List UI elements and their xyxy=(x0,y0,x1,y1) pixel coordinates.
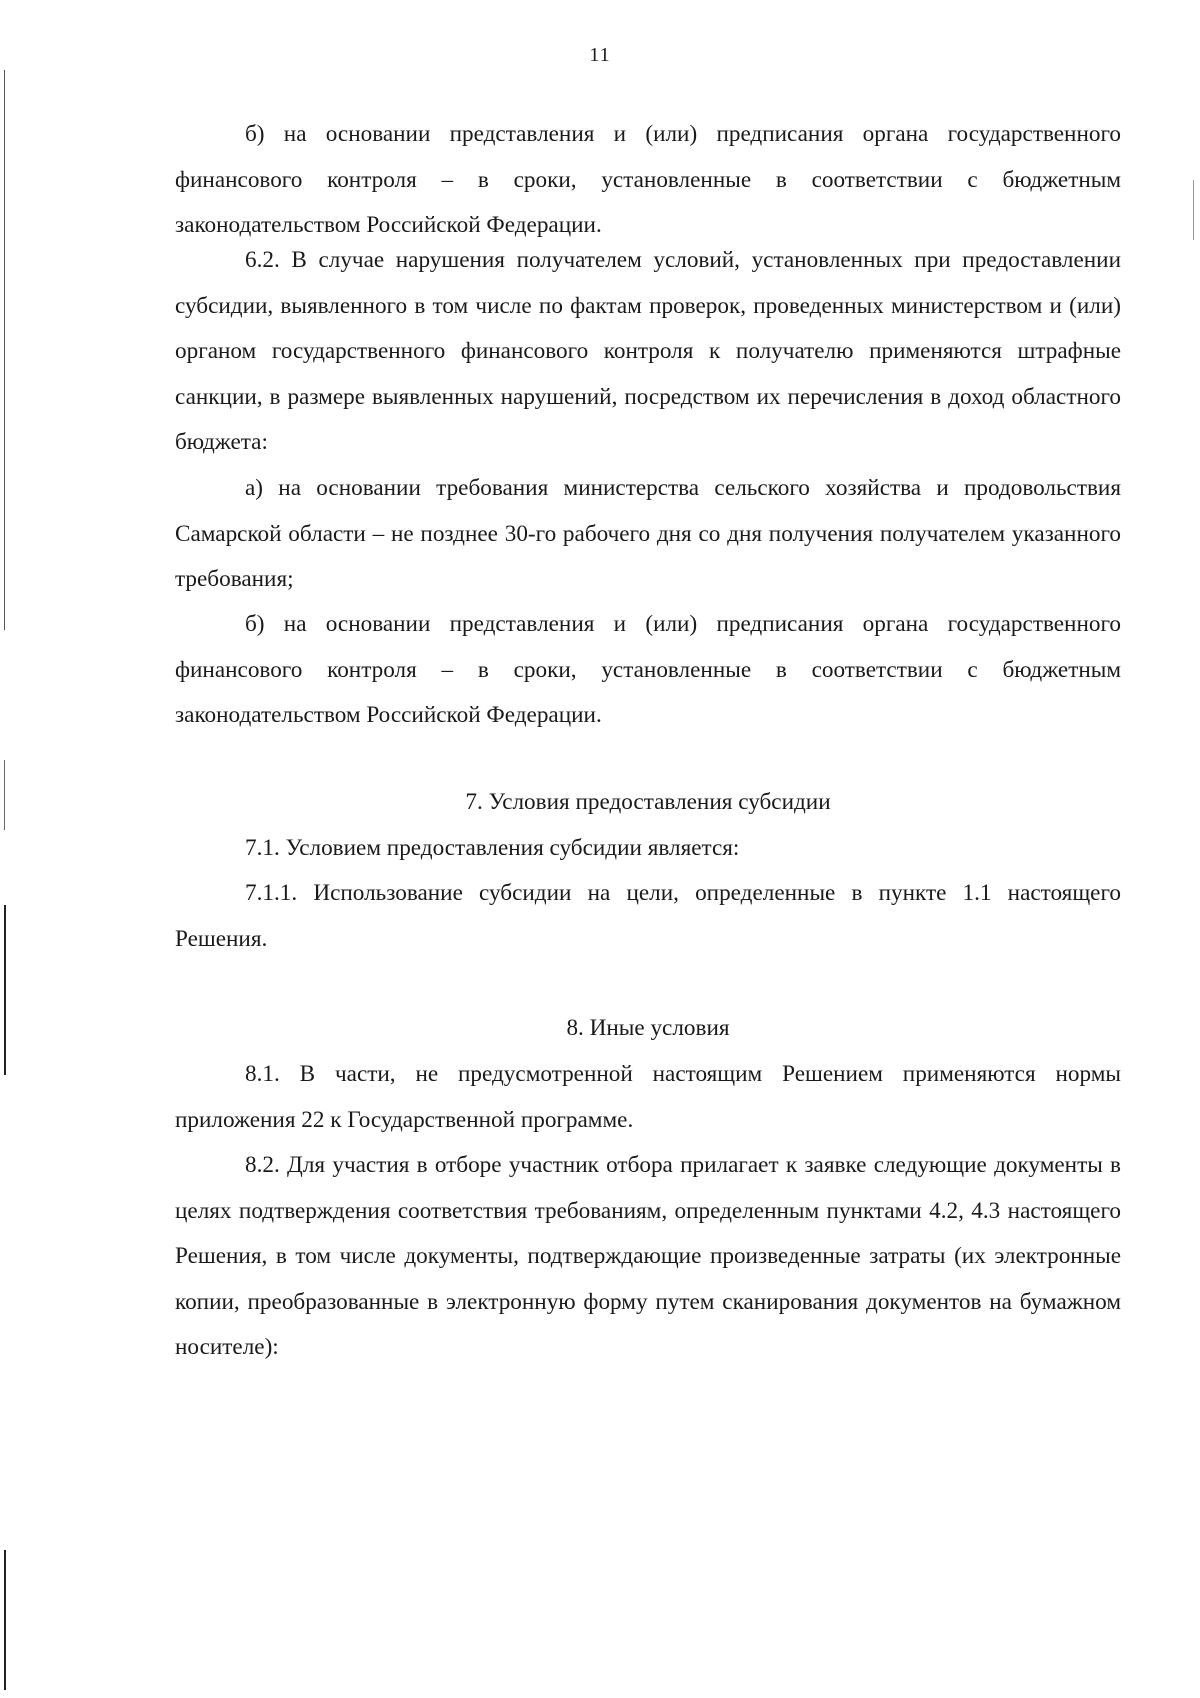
paragraph: б) на основании представления и (или) предписания органа государственного финансового контроля – в сроки, установленные в соответствии с бюджетным законодательством Российской Федерации. xyxy=(175,121,1121,238)
section-heading: 7. Условия предоставления субсидии xyxy=(465,789,831,815)
paragraph-8-1 xyxy=(175,1052,1121,1143)
paragraph: 6.2. В случае нарушения получателем условий, установленных при предоставлении субсидии, выявленного в том числе по фактам проверок, проведенных министерством и (или) органом государственного финансового контроля к получателю применяются штрафные санкции, в размере выявленных нарушений, посредством их перечисления в доход областного бюджета: xyxy=(175,247,1121,455)
scan-edge-line xyxy=(4,905,6,1075)
paragraph-6-2 xyxy=(175,238,1121,466)
paragraph-a xyxy=(175,466,1121,603)
paragraph: 8.1. В части, не предусмотренной настоящим Решением применяются нормы приложения 22 к Государственной программе. xyxy=(175,1061,1121,1133)
paragraph: 7.1.1. Использование субсидии на цели, определенные в пункте 1.1 настоящего Решения. xyxy=(175,880,1121,952)
paragraph: б) на основании представления и (или) предписания органа государственного финансового контроля – в сроки, установленные в соответствии с бюджетным законодательством Российской Федерации. xyxy=(175,611,1121,728)
scan-edge-line xyxy=(4,1550,6,1690)
paragraph-b xyxy=(175,602,1121,739)
paragraph: 8.2. Для участия в отборе участник отбора прилагает к заявке следующие документы в целях подтверждения соответствия требованиям, определенным пунктами 4.2, 4.3 настоящего Решения, в том числе документы, подтверждающие произведенные затраты (их электронные копии, преобразованные в электронную форму путем сканирования документов на бумажном носителе): xyxy=(175,1152,1121,1360)
paragraph-7-1 xyxy=(175,826,1121,872)
paragraph-7-1-1 xyxy=(175,871,1121,962)
section-7 xyxy=(175,780,1121,826)
section-heading: 8. Иные условия xyxy=(566,1015,730,1041)
scan-edge-line xyxy=(1193,180,1194,240)
paragraph-8-2 xyxy=(175,1143,1121,1371)
scan-edge-line xyxy=(4,70,5,630)
paragraph: 7.1. Условием предоставления субсидии является: xyxy=(245,835,740,861)
page-number: 11 xyxy=(589,44,611,66)
paragraph: а) на основании требования министерства сельского хозяйства и продовольствия Самарской области – не позднее 30-го рабочего дня со дня получения получателем указанного требования; xyxy=(175,475,1121,592)
section-8 xyxy=(175,1006,1121,1052)
paragraph-b-continuation xyxy=(175,112,1121,249)
scan-edge-line xyxy=(4,760,5,830)
